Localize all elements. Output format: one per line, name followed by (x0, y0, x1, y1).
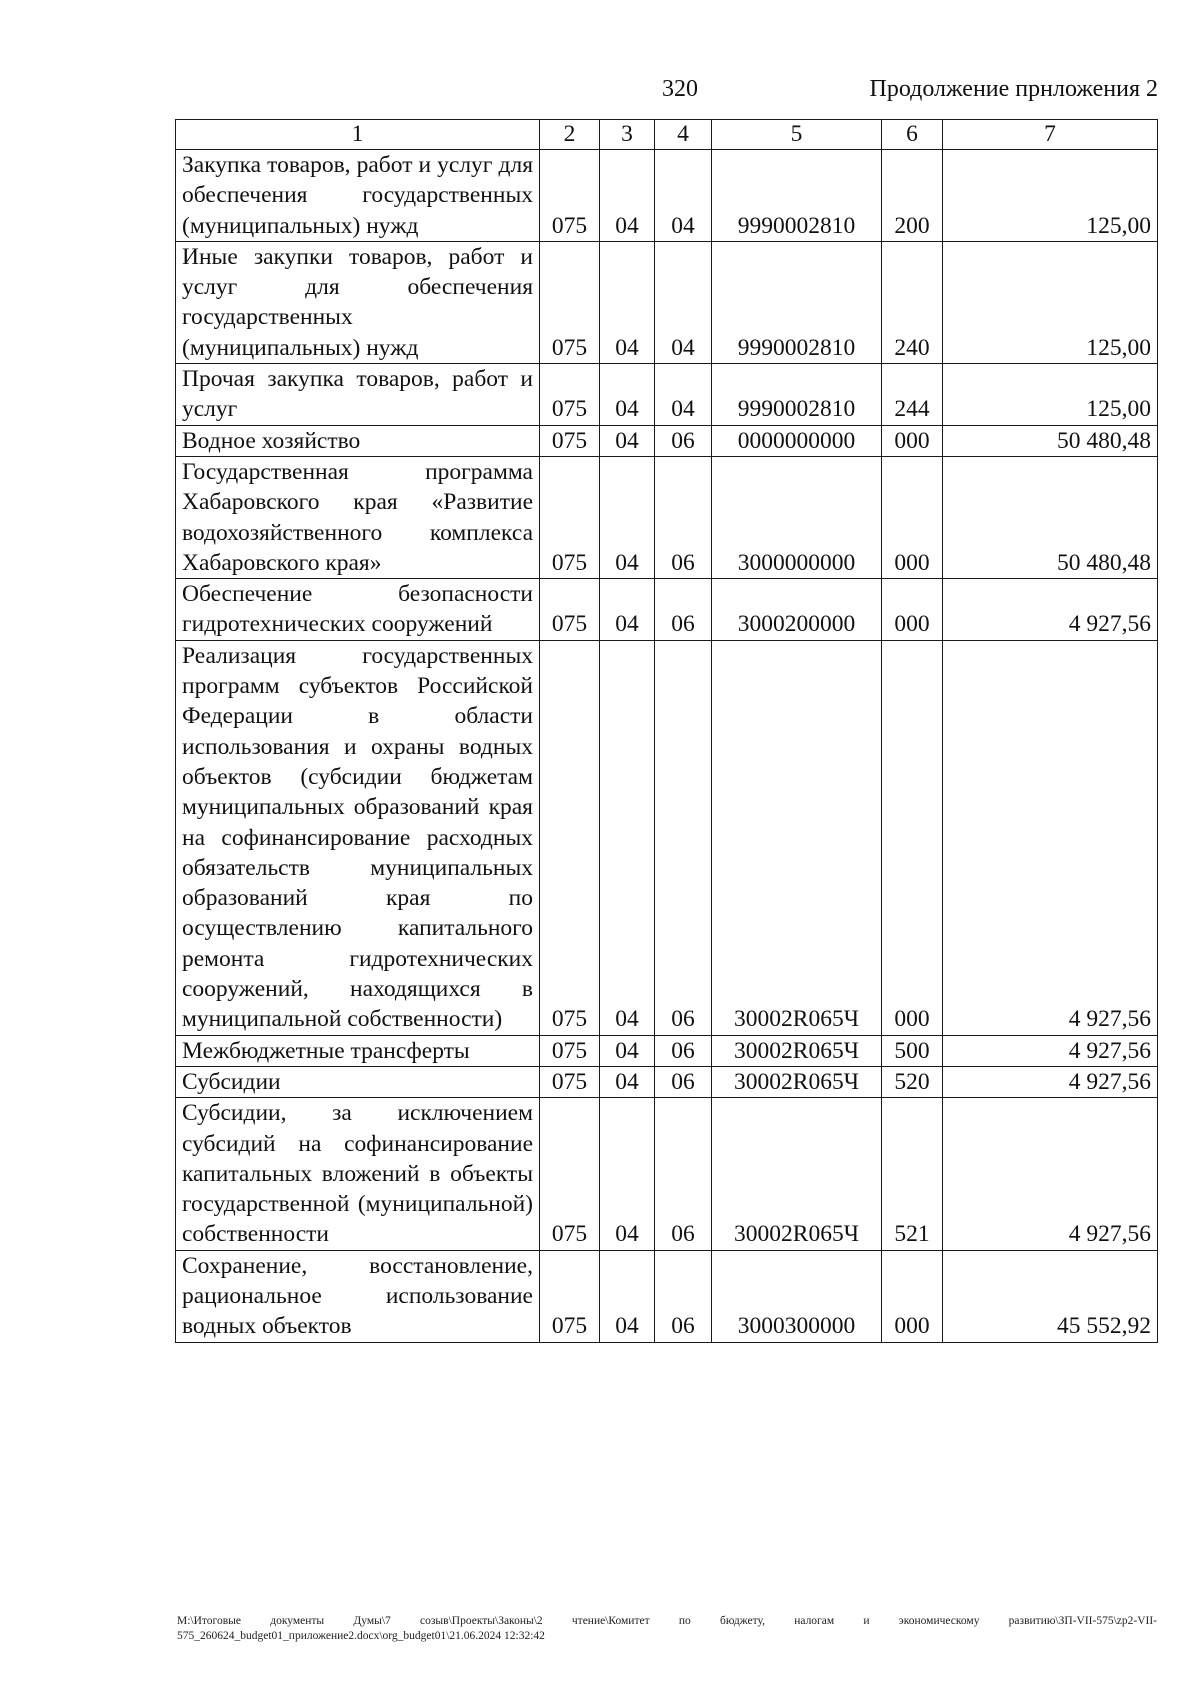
ministry-code: 075 (540, 579, 600, 641)
column-header: 3 (600, 120, 655, 150)
column-header: 2 (540, 120, 600, 150)
table-row (176, 150, 1158, 242)
table-row (176, 241, 1158, 363)
table-header-row (176, 120, 1158, 150)
ministry-code: 075 (540, 364, 600, 426)
section-code: 04 (600, 1250, 655, 1342)
expense-type-code: 000 (882, 1250, 943, 1342)
amount: 125,00 (943, 241, 1158, 363)
column-header: 1 (176, 120, 540, 150)
target-article-code: 30002R065Ч (712, 1035, 882, 1066)
amount: 4 927,56 (943, 1035, 1158, 1066)
table-row (176, 1035, 1158, 1066)
subsection-code: 06 (655, 1066, 712, 1097)
section-code: 04 (600, 241, 655, 363)
section-code: 04 (600, 425, 655, 456)
row-name: Реализация государственных программ субъектов Российской Федерации в области использования и охраны водных объектов (субсидии бюджетам муниципальных образований края на софинансирование расходных обязательств муниципальных образований края по осуществлению капитального ремонта гидротехнических сооружений, находящихся в муниципальной собственности) (176, 640, 540, 1035)
ministry-code: 075 (540, 1066, 600, 1097)
row-name: Водное хозяйство (176, 425, 540, 456)
target-article-code: 30002R065Ч (712, 1066, 882, 1097)
target-article-code: 3000200000 (712, 579, 882, 641)
expense-type-code: 000 (882, 640, 943, 1035)
target-article-code: 30002R065Ч (712, 1098, 882, 1250)
expense-type-code: 200 (882, 150, 943, 242)
budget-table (175, 119, 1158, 1343)
target-article-code: 0000000000 (712, 425, 882, 456)
section-code: 04 (600, 150, 655, 242)
table-row (176, 1250, 1158, 1342)
subsection-code: 06 (655, 1098, 712, 1250)
page-number: 320 (662, 76, 698, 102)
row-name: Обеспечение безопасности гидротехнических сооружений (176, 579, 540, 641)
target-article-code: 9990002810 (712, 364, 882, 426)
expense-type-code: 000 (882, 425, 943, 456)
expense-type-code: 000 (882, 579, 943, 641)
amount: 4 927,56 (943, 579, 1158, 641)
subsection-code: 06 (655, 640, 712, 1035)
row-name: Закупка товаров, работ и услуг для обеспечения государственных (муниципальных) нужд (176, 150, 540, 242)
ministry-code: 075 (540, 456, 600, 578)
table-row (176, 364, 1158, 426)
row-name: Сохранение, восстановление, рациональное использование водных объектов (176, 1250, 540, 1342)
ministry-code: 075 (540, 425, 600, 456)
amount: 125,00 (943, 150, 1158, 242)
ministry-code: 075 (540, 150, 600, 242)
row-name: Субсидии (176, 1066, 540, 1097)
expense-type-code: 520 (882, 1066, 943, 1097)
table-row (176, 456, 1158, 578)
target-article-code: 3000000000 (712, 456, 882, 578)
amount: 50 480,48 (943, 456, 1158, 578)
target-article-code: 9990002810 (712, 241, 882, 363)
target-article-code: 3000300000 (712, 1250, 882, 1342)
expense-type-code: 500 (882, 1035, 943, 1066)
section-code: 04 (600, 1098, 655, 1250)
expense-type-code: 521 (882, 1098, 943, 1250)
row-name: Иные закупки товаров, работ и услуг для обеспечения государственных (муниципальных) нужд (176, 241, 540, 363)
subsection-code: 06 (655, 1250, 712, 1342)
footer-file-path: M:\Итоговые документы Думы\7 созыв\Проекты\Законы\2 чтение\Комитет по бюджету, налогам и экономическому развитию\ЗП-VII-575\zp2-VII-575_260624_budget01_приложение2.docx\org_budget01\21.06.2024 12:32:42 (177, 1615, 1157, 1642)
target-article-code: 9990002810 (712, 150, 882, 242)
amount: 45 552,92 (943, 1250, 1158, 1342)
appendix-continuation-label: Продолжение прнложения 2 (869, 76, 1158, 102)
column-header: 7 (943, 120, 1158, 150)
subsection-code: 04 (655, 364, 712, 426)
column-header: 4 (655, 120, 712, 150)
ministry-code: 075 (540, 1250, 600, 1342)
section-code: 04 (600, 1035, 655, 1066)
expense-type-code: 244 (882, 364, 943, 426)
column-header: 5 (712, 120, 882, 150)
amount: 4 927,56 (943, 1098, 1158, 1250)
table-row (176, 640, 1158, 1035)
row-name: Прочая закупка товаров, работ и услуг (176, 364, 540, 426)
ministry-code: 075 (540, 241, 600, 363)
amount: 125,00 (943, 364, 1158, 426)
expense-type-code: 000 (882, 456, 943, 578)
section-code: 04 (600, 1066, 655, 1097)
amount: 50 480,48 (943, 425, 1158, 456)
target-article-code: 30002R065Ч (712, 640, 882, 1035)
table-row (176, 425, 1158, 456)
row-name: Государственная программа Хабаровского края «Развитие водохозяйственного комплекса Хабаровского края» (176, 456, 540, 578)
ministry-code: 075 (540, 640, 600, 1035)
section-code: 04 (600, 640, 655, 1035)
ministry-code: 075 (540, 1035, 600, 1066)
subsection-code: 06 (655, 456, 712, 578)
column-header: 6 (882, 120, 943, 150)
amount: 4 927,56 (943, 1066, 1158, 1097)
section-code: 04 (600, 456, 655, 578)
subsection-code: 06 (655, 425, 712, 456)
amount: 4 927,56 (943, 640, 1158, 1035)
table-row (176, 1066, 1158, 1097)
ministry-code: 075 (540, 1098, 600, 1250)
row-name: Межбюджетные трансферты (176, 1035, 540, 1066)
subsection-code: 04 (655, 241, 712, 363)
row-name: Субсидии, за исключением субсидий на софинансирование капитальных вложений в объекты государственной (муниципальной) собственности (176, 1098, 540, 1250)
table-row (176, 579, 1158, 641)
subsection-code: 06 (655, 579, 712, 641)
table-row (176, 1098, 1158, 1250)
section-code: 04 (600, 364, 655, 426)
section-code: 04 (600, 579, 655, 641)
subsection-code: 06 (655, 1035, 712, 1066)
subsection-code: 04 (655, 150, 712, 242)
expense-type-code: 240 (882, 241, 943, 363)
